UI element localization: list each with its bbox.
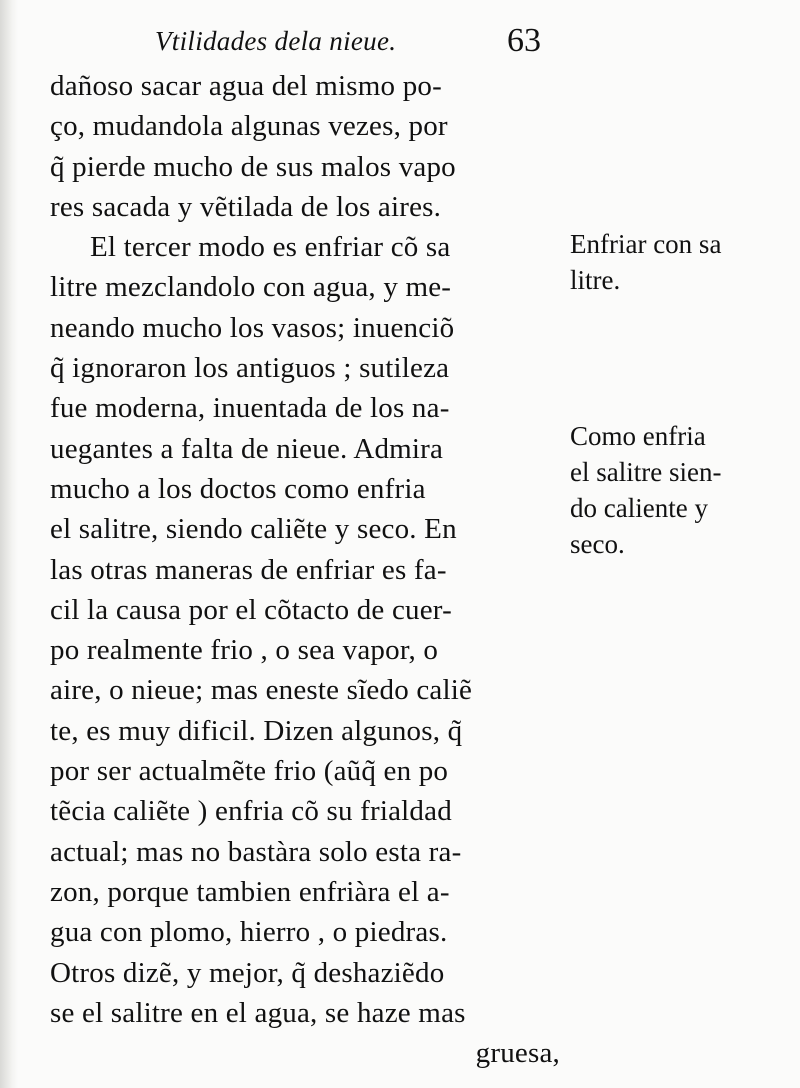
text-line: ço, mudandola algunas vezes, por (50, 110, 448, 143)
text-line: actual; mas no bastàra solo esta ra- (50, 835, 462, 868)
text-line: dañoso sacar agua del mismo po- (50, 70, 442, 102)
margin-note-line: do caliente y (570, 493, 708, 523)
running-title: Vtilidades dela nieue. (155, 26, 397, 56)
page-number: 63 (507, 22, 541, 59)
margin-note-line: el salitre sien- (570, 457, 722, 487)
margin-note (570, 226, 721, 298)
margin-note-line: Enfriar con sa (570, 229, 722, 259)
margin-note-line: Como enfria (570, 421, 706, 451)
text-line: el salitre, siendo caliẽte y seco. En (50, 513, 457, 546)
text-line: neando mucho los vasos; inuenciõ (50, 311, 455, 344)
text-line: po realmente frio , o sea vapor, o (50, 634, 439, 667)
text-line: q̃ ignoraron los antiguos ; sutileza (50, 352, 450, 385)
margin-note (570, 418, 721, 562)
text-line: por ser actualmẽte frio (aũq̃ en po (50, 755, 449, 788)
text-line: tẽcia caliẽte ) enfria cõ su frialdad (50, 795, 452, 828)
text-line: aire, o nieue; mas eneste sĩedo caliẽ (50, 674, 473, 707)
text-line: litre mezclandolo con agua, y me- (50, 271, 452, 304)
text-line: gua con plomo, hierro , o piedras. (50, 916, 448, 949)
text-line: zon, porque tambien enfriàra el a- (50, 875, 450, 908)
text-line: se el salitre en el agua, se haze mas (50, 996, 466, 1029)
text-line: cil la causa por el cõtacto de cuer- (50, 593, 452, 626)
margin-note-line: litre. (570, 265, 621, 295)
body-text (50, 66, 570, 1073)
paragraph-start-line: El tercer modo es enfriar cõ sa (90, 231, 451, 264)
text-line: uegantes a falta de nieue. Admira (50, 432, 444, 465)
page-gutter-shadow (0, 0, 18, 1088)
text-line: te, es muy dificil. Dizen algunos, q̃ (50, 714, 463, 747)
text-line: fue moderna, inuentada de los na- (50, 392, 450, 425)
page-header (155, 22, 575, 62)
text-line: Otros dizẽ, y mejor, q̃ deshaziẽdo (50, 956, 445, 989)
margin-note-line: seco. (570, 529, 625, 559)
text-line: mucho a los doctos como enfria (50, 472, 426, 505)
text-line: q̃ pierde mucho de sus malos vapo (50, 150, 456, 183)
text-line: las otras maneras de enfriar es fa- (50, 553, 447, 586)
catchword-line: gruesa, (475, 1037, 560, 1070)
text-line: res sacada y vẽtilada de los aires. (50, 190, 442, 223)
